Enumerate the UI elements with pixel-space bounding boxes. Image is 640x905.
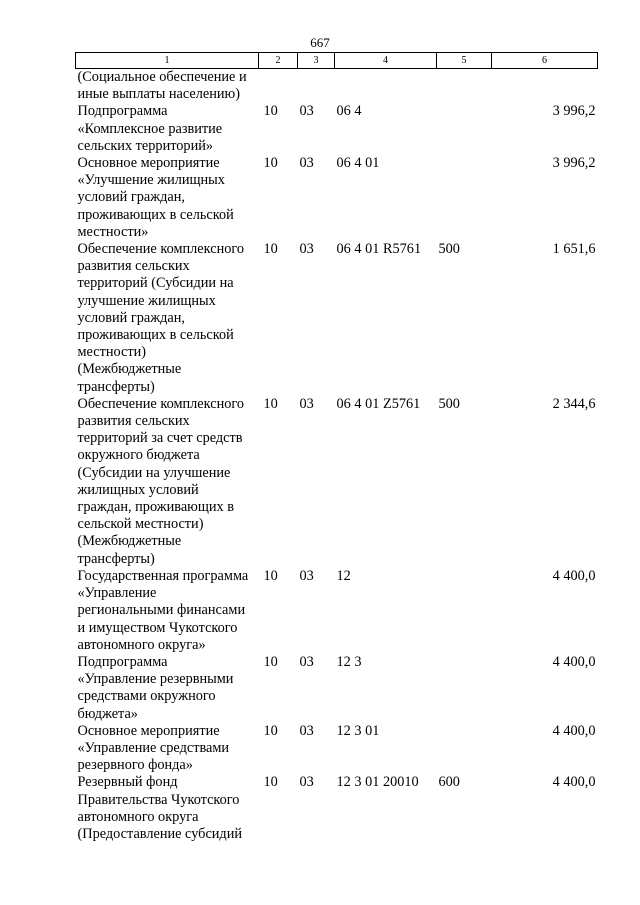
item-name-line: «Управление	[77, 585, 157, 602]
item-name-line: иные выплаты населению)	[77, 86, 240, 103]
table-row	[76, 241, 598, 396]
column-number-3: 3	[298, 53, 335, 69]
column-number-4: 4	[335, 53, 437, 69]
item-name-line: «Управление резервными	[77, 671, 234, 688]
item-name-line: жилищных условий	[77, 481, 199, 498]
amount: 2 344,6	[552, 395, 596, 412]
amount: 4 400,0	[552, 567, 596, 584]
item-name	[76, 568, 259, 654]
item-name-line: (Предоставление субсидий	[77, 825, 243, 842]
item-name-line: бюджета»	[77, 705, 138, 722]
item-name	[76, 774, 259, 843]
item-name-line: условий граждан,	[77, 189, 185, 206]
item-name-line: «Комплексное развитие	[77, 120, 223, 137]
item-name-line: Государственная программа	[77, 567, 249, 584]
item-name-line: Обеспечение комплексного	[77, 241, 245, 258]
item-name-line: Подпрограмма	[77, 103, 168, 120]
item-name-line: окружного бюджета	[77, 447, 200, 464]
subsection-code: 03	[299, 395, 314, 412]
section-code: 10	[263, 774, 278, 791]
amount: 3 996,2	[552, 155, 596, 172]
target-article-code: 12	[336, 567, 351, 584]
section-code: 10	[263, 653, 278, 670]
item-name-line: и имуществом Чукотского	[77, 619, 238, 636]
item-name-line: развития сельских	[77, 258, 190, 275]
expense-type-code	[437, 723, 492, 775]
subsection-code: 03	[299, 155, 314, 172]
target-article-code: 12 3 01 20010	[336, 774, 419, 791]
target-article-code: 06 4 01 Z5761	[336, 395, 421, 412]
table-row	[76, 155, 598, 241]
table-row	[76, 396, 598, 568]
subsection-code: 03	[299, 774, 314, 791]
table-row	[76, 654, 598, 723]
item-name	[76, 654, 259, 723]
section-code	[259, 69, 298, 104]
column-number-6: 6	[492, 53, 598, 69]
column-number-2: 2	[259, 53, 298, 69]
subsection-code: 03	[299, 241, 314, 258]
section-code: 10	[263, 155, 278, 172]
item-name-line: «Улучшение жилищных	[77, 172, 225, 189]
table-row	[76, 568, 598, 654]
item-name-line: территорий за счет средств	[77, 430, 243, 447]
item-name	[76, 103, 259, 155]
subsection-code: 03	[299, 103, 314, 120]
item-name-line: средствами окружного	[77, 688, 216, 705]
table-row	[76, 69, 598, 104]
subsection-code: 03	[299, 722, 314, 739]
amount: 4 400,0	[552, 722, 596, 739]
item-name-line: (Субсидии на улучшение	[77, 464, 231, 481]
expense-type-code	[437, 155, 492, 241]
item-name-line: Основное мероприятие	[77, 722, 220, 739]
item-name-line: Резервный фонд	[77, 774, 178, 791]
table-header	[76, 53, 598, 69]
page-number: 667	[310, 35, 330, 50]
expense-type-code: 500	[438, 395, 460, 412]
item-name-line: проживающих в сельской	[77, 206, 234, 223]
expense-type-code	[437, 654, 492, 723]
amount	[492, 69, 598, 104]
expense-type-code	[437, 568, 492, 654]
amount: 3 996,2	[552, 103, 596, 120]
subsection-code: 03	[299, 653, 314, 670]
item-name-line: (Межбюджетные	[77, 361, 182, 378]
target-article-code: 06 4	[336, 103, 362, 120]
item-name	[76, 723, 259, 775]
column-number-5: 5	[437, 53, 492, 69]
item-name-line: местности»	[77, 223, 149, 240]
item-name-line: развития сельских	[77, 413, 190, 430]
expense-type-code: 600	[438, 774, 460, 791]
section-code: 10	[263, 567, 278, 584]
table-body	[76, 69, 598, 844]
item-name	[76, 69, 259, 104]
subsection-code	[298, 69, 335, 104]
item-name-line: Обеспечение комплексного	[77, 395, 245, 412]
expense-type-code	[437, 69, 492, 104]
item-name-line: автономного округа	[77, 808, 199, 825]
item-name-line: сельской местности)	[77, 516, 204, 533]
amount: 1 651,6	[552, 241, 596, 258]
item-name-line: условий граждан,	[77, 309, 185, 326]
item-name-line: (Социальное обеспечение и	[77, 69, 247, 85]
section-code: 10	[263, 722, 278, 739]
target-article-code: 06 4 01	[336, 155, 380, 172]
item-name-line: Правительства Чукотского	[77, 791, 240, 808]
item-name-line: проживающих в сельской	[77, 327, 234, 344]
table-row	[76, 103, 598, 155]
item-name-line: резервного фонда»	[77, 757, 193, 774]
item-name	[76, 241, 259, 396]
item-name-line: Основное мероприятие	[77, 155, 220, 172]
amount: 4 400,0	[552, 653, 596, 670]
table-row	[76, 723, 598, 775]
table-row	[76, 774, 598, 843]
target-article-code	[335, 69, 437, 104]
section-code: 10	[263, 395, 278, 412]
column-number-1: 1	[76, 53, 259, 69]
item-name-line: сельских территорий»	[77, 137, 214, 154]
subsection-code: 03	[299, 567, 314, 584]
item-name-line: трансферты)	[77, 378, 155, 395]
expense-type-code	[437, 103, 492, 155]
section-code: 10	[263, 241, 278, 258]
item-name-line: местности)	[77, 344, 147, 361]
item-name-line: трансферты)	[77, 550, 155, 567]
item-name-line: автономного округа»	[77, 636, 206, 653]
item-name	[76, 155, 259, 241]
budget-table	[75, 52, 598, 843]
target-article-code: 12 3	[336, 653, 362, 670]
item-name-line: территорий (Субсидии на	[77, 275, 234, 292]
item-name-line: улучшение жилищных	[77, 292, 216, 309]
target-article-code: 12 3 01	[336, 722, 380, 739]
item-name-line: граждан, проживающих в	[77, 499, 234, 516]
item-name-line: Подпрограмма	[77, 653, 168, 670]
amount: 4 400,0	[552, 774, 596, 791]
expense-type-code: 500	[438, 241, 460, 258]
column-number-row	[76, 53, 598, 69]
item-name-line: «Управление средствами	[77, 739, 230, 756]
item-name	[76, 396, 259, 568]
target-article-code: 06 4 01 R5761	[336, 241, 422, 258]
item-name-line: региональными финансами	[77, 602, 246, 619]
item-name-line: (Межбюджетные	[77, 533, 182, 550]
section-code: 10	[263, 103, 278, 120]
